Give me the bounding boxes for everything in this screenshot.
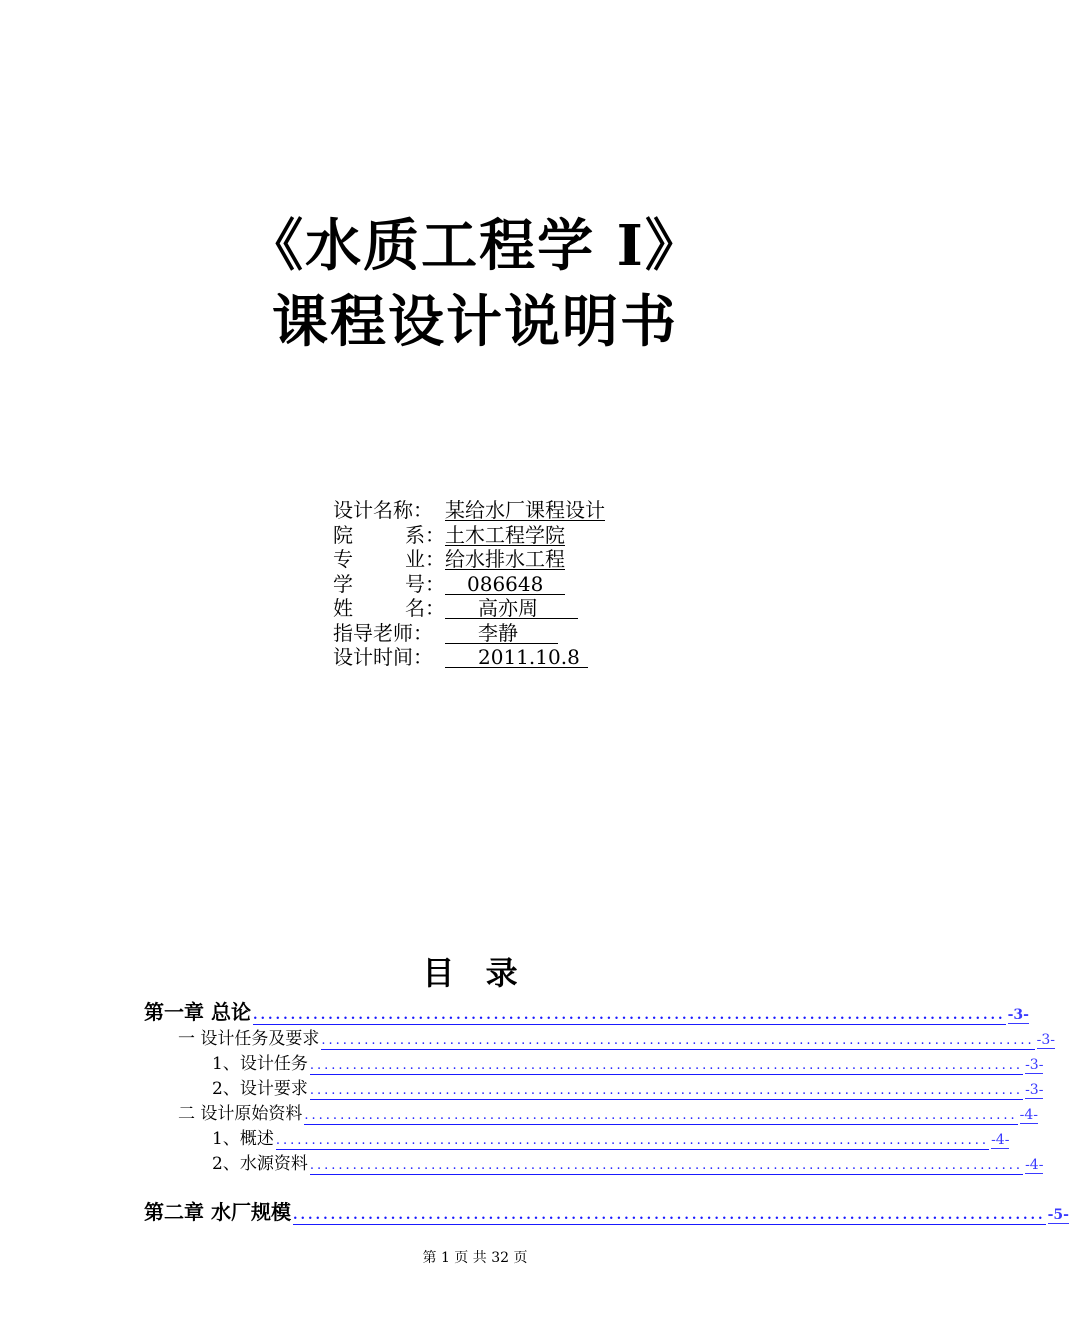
toc-entry-text: 第一章 总论 (144, 1000, 251, 1024)
toc-page-number[interactable]: -4- (1025, 1157, 1044, 1173)
page-footer: 第 1 页 共 32 页 (422, 1250, 528, 1266)
design-name-value: 某给水厂课程设计 (445, 498, 605, 522)
student-id-label: 学 号： (333, 571, 445, 596)
toc-entry[interactable] (212, 1049, 1044, 1075)
info-row-major (333, 547, 605, 572)
toc-page-number[interactable]: -3- (1036, 1032, 1056, 1048)
teacher-value: 李静 (445, 621, 558, 644)
toc-page-number[interactable]: -3- (1007, 1007, 1029, 1023)
teacher-label: 指导老师： (333, 620, 433, 645)
toc-entry[interactable] (212, 1074, 1044, 1100)
student-id-value: 086648 (445, 572, 565, 595)
toc-leader-dots: .................................................................................................... (321, 1033, 1035, 1048)
major-value: 给水排水工程 (445, 547, 565, 571)
toc-leader-dots: .................................................................................................... (252, 1008, 1006, 1023)
cover-info-block (333, 498, 605, 670)
toc-page-number[interactable]: -5- (1047, 1207, 1069, 1223)
info-row-teacher (333, 621, 605, 646)
toc-leader-dots: .................................................................................................... (309, 1158, 1024, 1173)
document-title-line2: 课程设计说明书 (272, 289, 678, 355)
info-row-college (333, 523, 605, 548)
time-label: 设计时间： (333, 645, 433, 669)
toc-entry[interactable] (178, 1024, 1056, 1050)
design-name-label: 设计名称： (333, 498, 433, 522)
toc-title: 目 录 (422, 954, 528, 992)
major-label: 专 业： (333, 547, 445, 571)
info-row-time (333, 645, 605, 670)
info-row-student-id (333, 572, 605, 597)
toc-leader-dots: .................................................................................................... (304, 1108, 1018, 1123)
info-row-design-name (333, 498, 605, 523)
college-label: 院 系： (333, 522, 445, 547)
toc-entry-text: 第二章 水厂规模 (144, 1200, 291, 1224)
toc-entry-text: 一 设计任务及要求 (178, 1029, 320, 1049)
toc-leader-dots: .................................................................................................... (275, 1133, 990, 1148)
toc-entry[interactable] (144, 996, 1029, 1025)
time-value: 2011.10.8 (445, 645, 588, 668)
toc-entry[interactable] (212, 1149, 1044, 1175)
college-value: 土木工程学院 (445, 522, 565, 547)
toc-page-number[interactable]: -3- (1025, 1082, 1044, 1098)
info-row-student-name (333, 596, 605, 621)
student-name-value: 高亦周 (445, 596, 578, 619)
toc-entry[interactable] (178, 1099, 1039, 1125)
toc-entry[interactable] (212, 1124, 1010, 1150)
toc-entry-text: 1、设计任务 (212, 1054, 308, 1074)
toc-leader-dots: .................................................................................................... (292, 1208, 1046, 1223)
toc-entry-text: 2、水源资料 (212, 1154, 308, 1174)
toc-entry-text: 2、设计要求 (212, 1079, 308, 1099)
toc-page-number[interactable]: -3- (1025, 1057, 1044, 1073)
toc-entry-text: 二 设计原始资料 (178, 1104, 303, 1124)
toc-entry[interactable] (144, 1196, 1069, 1225)
toc-leader-dots: .................................................................................................... (309, 1083, 1024, 1098)
toc-leader-dots: .................................................................................................... (309, 1058, 1024, 1073)
document-title-line1: 《水质工程学 I》 (247, 213, 703, 279)
student-name-label: 姓 名： (333, 596, 445, 620)
toc-page-number[interactable]: -4- (1019, 1107, 1039, 1123)
toc-entry-text: 1、概述 (212, 1129, 274, 1149)
toc-page-number[interactable]: -4- (991, 1132, 1010, 1148)
